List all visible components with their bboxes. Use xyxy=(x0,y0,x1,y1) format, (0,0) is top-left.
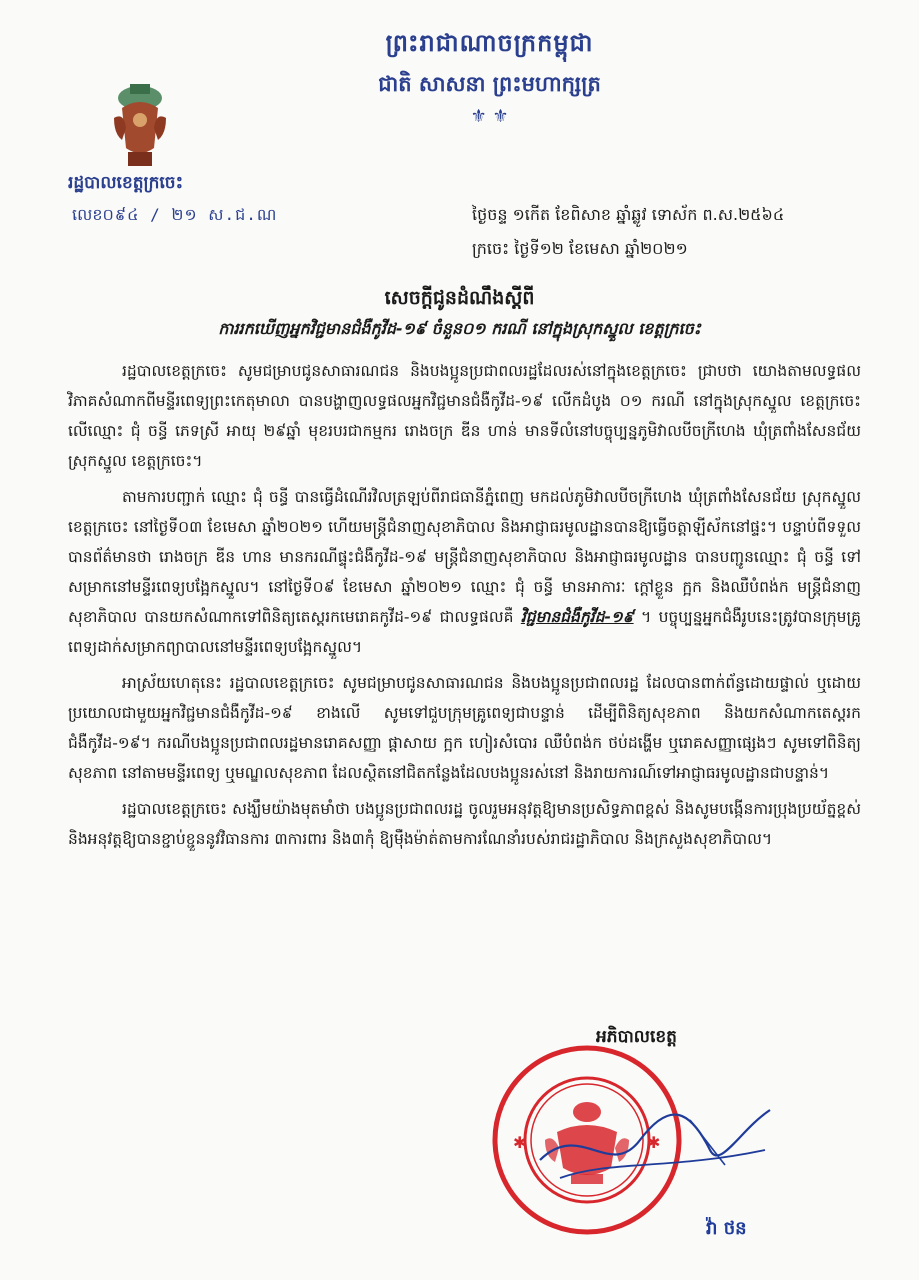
reference-label: លេខ xyxy=(72,205,103,224)
svg-text:✱: ✱ xyxy=(647,1133,661,1152)
signatory-title: អភិបាលខេត្ត xyxy=(596,1027,677,1047)
provincial-emblem-icon xyxy=(100,78,180,170)
document-title: សេចក្តីជូនដំណឹងស្តីពី xyxy=(384,287,535,309)
document-subtitle: ការរកឃើញអ្នកវិជ្ជមានជំងឺកូវីដ-១៩ ចំនួន០១ ករណី នៅក្នុងស្រុកស្នួល ខេត្តក្រចេះ xyxy=(218,319,701,338)
organization-name: រដ្ឋបាលខេត្តក្រចេះ xyxy=(68,173,184,193)
lunar-date: ថ្ងៃចន្ទ ១កើត ខែពិសាខ ឆ្នាំឆ្លូវ ទោស័ក ព.ស.២៥៦៤ xyxy=(472,205,785,224)
paragraph-1: រដ្ឋបាលខេត្តក្រចេះ សូមជម្រាបជូនសាធារណជន និងបងប្អូនប្រជាពលរដ្ឋដែលរស់នៅក្នុងខេត្តក្រចេះ ជ្រាបថា យោងតាមលទ្ធផលវិភាគសំណាកពីមន្ទីរពេទ្យព្រះកេតុមាលា បានបង្ហាញលទ្ធផលអ្នកវិជ្ជមានជំងឺកូវីដ-១៩ លើកដំបូង ០១ ករណី នៅក្នុងស្រុកស្នួល ខេត្តក្រចេះ លើឈ្មោះ ជុំ ចន្ធី ភេទស្រី អាយុ ២៩ឆ្នាំ មុខរបរជាកម្មករ រោងចក្រ ឌីន ហាន់ មានទីលំនៅបច្ចុប្បន្នភូមិវាលបីចក្រីហេង ឃុំត្រពាំងសែនជ័យ ស្រុកស្នួល ខេត្តក្រចេះ។ xyxy=(68,362,861,470)
paragraph-2 xyxy=(68,482,861,662)
solar-date: ក្រចេះ ថ្ងៃទី១២ ខែមេសា ឆ្នាំ២០២១ xyxy=(472,239,688,258)
svg-text:✱: ✱ xyxy=(513,1133,527,1152)
kingdom-line1: ព្រះរាជាណាចក្រកម្ពុជា xyxy=(385,29,594,57)
reference-number xyxy=(72,204,277,228)
handwritten-signature-icon xyxy=(520,1090,780,1200)
document-body xyxy=(68,356,861,860)
reference-value: ០៩៤ / ២១ ស.ជ.ណ xyxy=(102,205,278,224)
positive-result-emphasis: វិជ្ជមានជំងឺកូវីដ-១៩ xyxy=(520,608,634,626)
signatory-name: វ៉ា ថន xyxy=(706,1218,747,1239)
paragraph-2-text: តាមការបញ្ជាក់ ឈ្មោះ ជុំ ចន្ធី បានធ្វើដំណើរវិលត្រឡប់ពីរាជធានីភ្នំពេញ មកដល់ភូមិវាលបីចក្រីហេង ឃុំត្រពាំងសែនជ័យ ស្រុកស្នួល ខេត្តក្រចេះ នៅថ្ងៃទី០៣ ខែមេសា ឆ្នាំ២០២១ ហើយមន្ត្រីជំនាញសុខាភិបាល និងអាជ្ញាធរមូលដ្ឋានបានឱ្យធ្វើចត្តាឡីស័កនៅផ្ទះ។ បន្ទាប់ពីទទួលបានព័ត៌មានថា រោងចក្រ ឌីន ហាន មានករណីផ្ទុះជំងឺកូវីដ-១៩ មន្ត្រីជំនាញសុខាភិបាល និងអាជ្ញាធរមូលដ្ឋាន បានបញ្ជូនឈ្មោះ ជុំ ចន្ធី ទៅសម្រាកនៅមន្ទីរពេទ្យបង្អែកស្នួល។ នៅថ្ងៃទី០៩ ខែមេសា ឆ្នាំ២០២១ ឈ្មោះ ជុំ ចន្ធី មានអាការៈ ក្តៅខ្លួន ក្អក និងឈឺបំពង់ក មន្ត្រីជំនាញសុខាភិបាល បានយកសំណាកទៅពិនិត្យតេស្តរកមេរោគកូវីដ-១៩ ជាលទ្ធផលគឺ xyxy=(68,488,861,626)
kingdom-line2: ជាតិ សាសនា ព្រះមហាក្សត្រ xyxy=(378,72,601,96)
paragraph-2-tail: ។ បច្ចុប្បន្នអ្នកជំងឺរូបនេះត្រូវបានក្រុមគ្រូពេទ្យដាក់សម្រាកព្យាបាលនៅមន្ទីរពេទ្យបង្អែកស្នួល។ xyxy=(68,608,861,656)
paragraph-4: រដ្ឋបាលខេត្តក្រចេះ សង្ឃឹមយ៉ាងមុតមាំថា បងប្អូនប្រជាពលរដ្ឋ ចូលរួមអនុវត្តឱ្យមានប្រសិទ្ធភាពខ្ពស់ និងសូមបង្កើនការប្រុងប្រយ័ត្នខ្ពស់ និងអនុវត្តឱ្យបានខ្ជាប់ខ្ជួននូវវិធានការ ៣ការពារ និង៣កុំ ឱ្យម៉ឺងម៉ាត់តាមការណែនាំរបស់រាជរដ្ឋាភិបាល និងក្រសួងសុខាភិបាល។ xyxy=(68,800,861,848)
paragraph-3: អាស្រ័យហេតុនេះ រដ្ឋបាលខេត្តក្រចេះ សូមជម្រាបជូនសាធារណជន និងបងប្អូនប្រជាពលរដ្ឋ ដែលបានពាក់ព័ន្ធដោយផ្ទាល់ ឬដោយប្រយោលជាមួយអ្នកវិជ្ជមានជំងឺកូវីដ-១៩ ខាងលើ សូមទៅជួបក្រុមគ្រូពេទ្យជាបន្ទាន់ ដើម្បីពិនិត្យសុខភាព និងយកសំណាកតេស្តរកជំងឺកូវីដ-១៩។ ករណីបងប្អូនប្រជាពលរដ្ឋមានរោគសញ្ញា ផ្តាសាយ ក្អក ហៀរសំបោរ ឈឺបំពង់ក ថប់ដង្ហើម ឬរោគសញ្ញាផ្សេងៗ សូមទៅពិនិត្យសុខភាព នៅតាមមន្ទីរពេទ្យ ឬមណ្ឌលសុខភាព ដែលស្ថិតនៅជិតកន្លែងដែលបងប្អូនរស់នៅ និងរាយការណ៍ទៅអាជ្ញាធរមូលដ្ឋានជាបន្ទាន់។ xyxy=(68,674,861,782)
ornament-divider: ⚜ ⚜ xyxy=(470,106,509,127)
